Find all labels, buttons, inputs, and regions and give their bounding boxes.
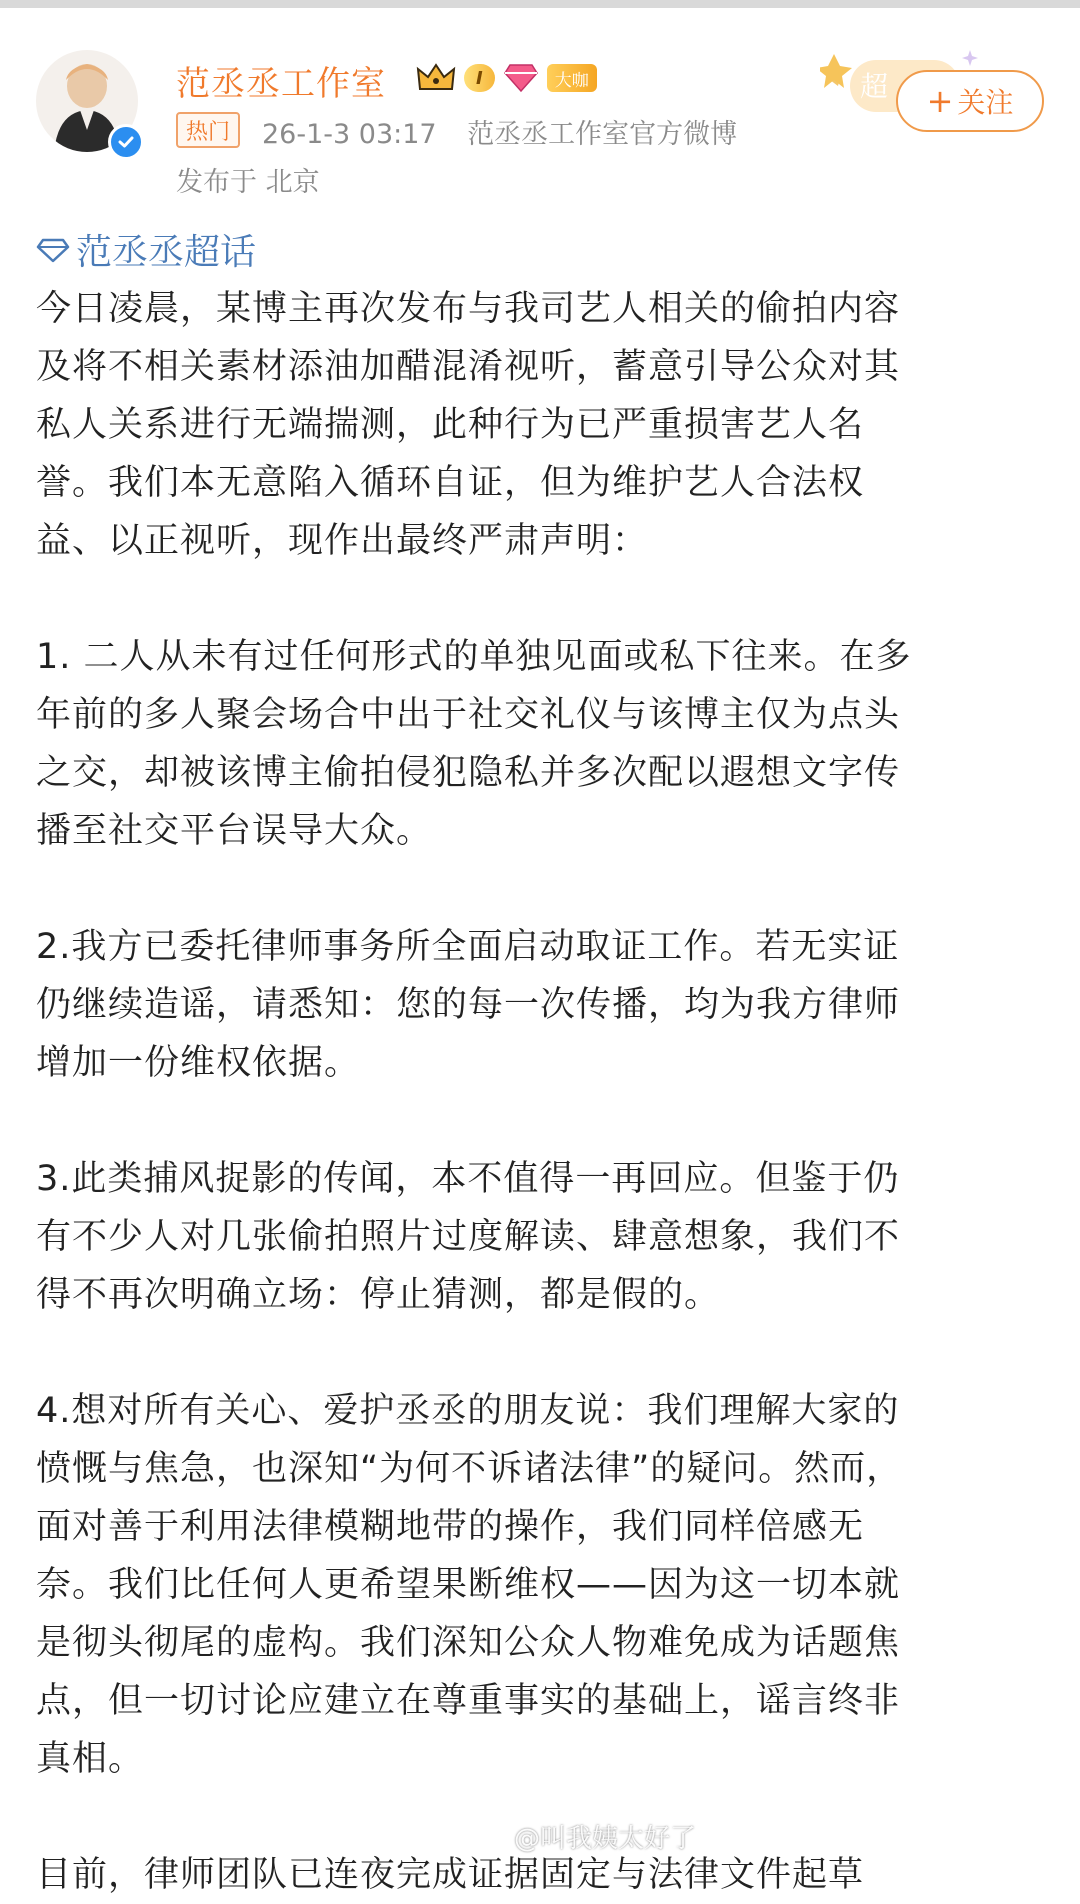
post-body	[36, 280, 1044, 1904]
follow-button[interactable]	[896, 70, 1044, 132]
post-source: 范丞丞工作室官方微博	[467, 119, 738, 150]
paragraph-point-4: 4.想对所有关心、爱护丞丞的朋友说：我们理解大家的 愤慨与焦急，也深知“为何不诉诸法律”的疑问。然而， 面对善于利用法律模糊地带的操作，我们同样倍感无 奈。我们比任何人更希望果断维权——因为这一切本就 是彻头彻尾的虚构。我们深知公众人物难免成为话题焦 点，但一切讨论应建立在尊重事实的基础上，谣言终非 真相。	[36, 1391, 903, 1779]
post-header	[0, 8, 1080, 198]
follow-label: 关注	[957, 86, 1014, 119]
diamond-topic-icon	[36, 235, 70, 265]
post-location: 发布于 北京	[176, 167, 320, 198]
hot-tag: 热门	[176, 112, 240, 148]
paragraph-point-1: 1. 二人从未有过任何形式的单独见面或私下往来。在多 年前的多人聚会场合中出于社交礼仪与该博主仅为点头 之交，却被该博主偷拍侵犯隐私并多次配以遐想文字传 播至社交平台误导大众。	[36, 637, 912, 851]
supertopic-link[interactable]	[36, 224, 256, 275]
user-name[interactable]: 范丞丞工作室	[176, 64, 386, 104]
post-time: 26-1-3 03:17	[262, 119, 437, 150]
diamond-vip-icon	[503, 62, 539, 94]
paragraph-intro: 今日凌晨，某博主再次发布与我司艺人相关的偷拍内容 及将不相关素材添油加醋混淆视听，蓄意引导公众对其 私人关系进行无端揣测，此种行为已严重损害艺人名 誉。我们本无意陷入循环自证，但为维护艺人合法权 益、以正视听，现作出最终严肃声明：	[36, 289, 901, 561]
big-badge: 大咖	[547, 64, 597, 92]
user-badges	[416, 60, 597, 96]
paragraph-cut-off: 目前，律师团队已连夜完成证据固定与法律文件起草	[36, 1855, 865, 1895]
plus-icon: +	[926, 82, 954, 120]
watermark	[480, 1818, 696, 1855]
crown-icon	[416, 60, 456, 96]
weibo-logo-icon	[480, 1824, 510, 1850]
supertopic-deco-text: 超	[860, 70, 889, 103]
watermark-text: @叫我姨太好了	[514, 1824, 697, 1854]
level-badge: I	[464, 64, 495, 92]
paragraph-point-2: 2.我方已委托律师事务所全面启动取证工作。若无实证 仍继续造谣，请悉知：您的每一次传播，均为我方律师 增加一份维权依据。	[36, 927, 901, 1083]
post-meta	[262, 112, 759, 151]
supertopic-label: 范丞丞超话	[76, 232, 257, 273]
top-edge-bar	[0, 0, 1080, 8]
verified-icon	[108, 124, 144, 160]
paragraph-point-3: 3.此类捕风捉影的传闻，本不值得一再回应。但鉴于仍 有不少人对几张偷拍照片过度解读、肆意想象，我们不 得不再次明确立场：停止猜测，都是假的。	[36, 1159, 901, 1315]
